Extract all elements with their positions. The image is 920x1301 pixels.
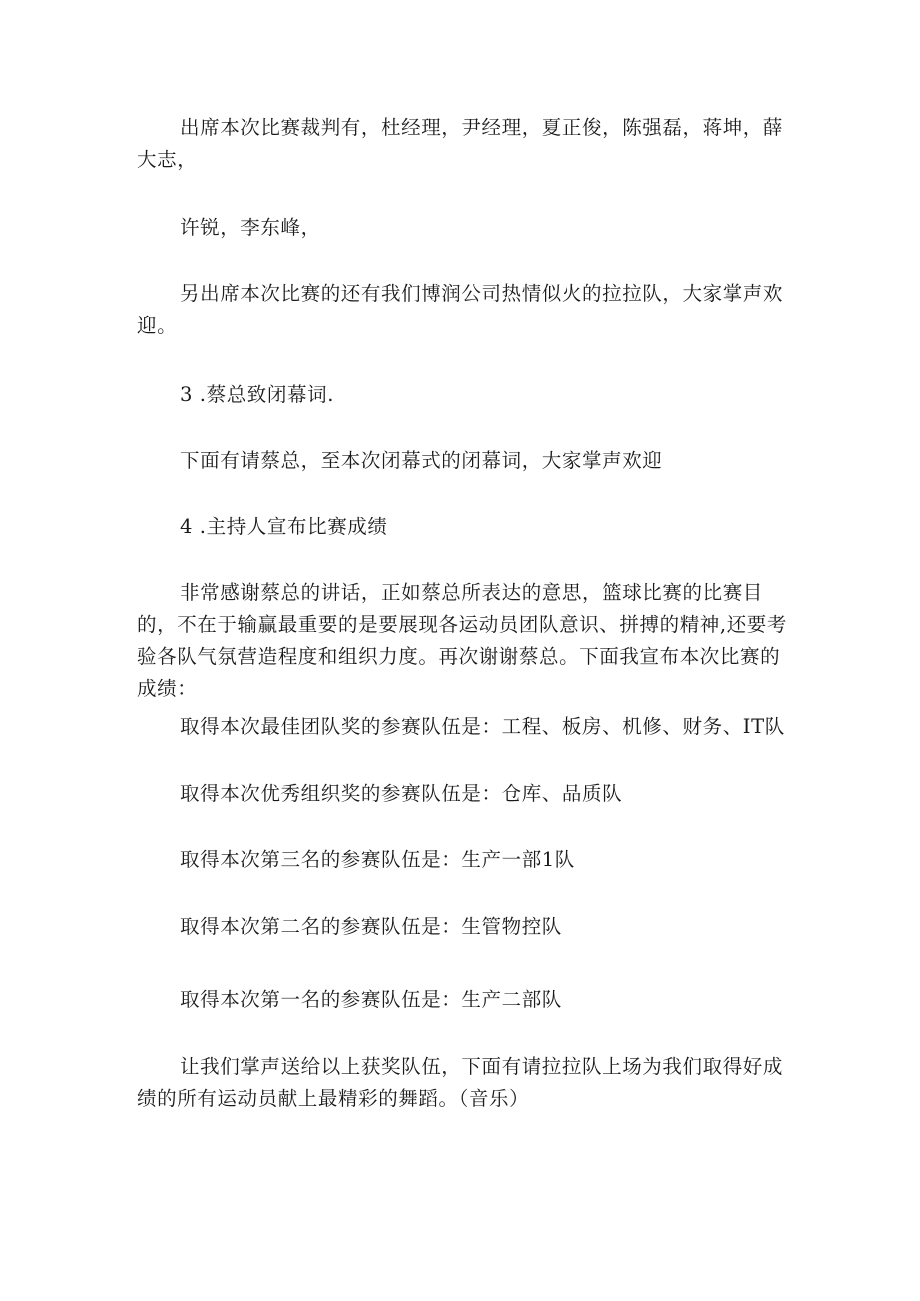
paragraph-judges-continued <box>137 212 797 244</box>
paragraph-text: 另出席本次比赛的还有我们博润公司热情似火的拉拉队，大家掌声欢迎。 <box>137 282 784 337</box>
award-text: 取得本次第三名的参赛队伍是：生产一部1队 <box>180 848 575 871</box>
section-heading-4 <box>137 511 797 543</box>
award-second-place <box>137 911 797 943</box>
section-heading-3 <box>137 379 797 411</box>
award-first-place <box>137 984 797 1016</box>
paragraph-text: 许锐，李东峰， <box>180 216 321 239</box>
heading-text: 3 .蔡总致闭幕词. <box>180 383 335 406</box>
award-third-place <box>137 844 797 876</box>
paragraph-thanks <box>137 577 797 705</box>
paragraph-invite-speech <box>137 445 797 477</box>
award-organization <box>137 778 797 810</box>
award-text: 取得本次最佳团队奖的参赛队伍是：工程、板房、机修、财务、IT队 <box>180 715 785 738</box>
paragraph-judges <box>137 112 797 176</box>
paragraph-text: 非常感谢蔡总的讲话，正如蔡总所表达的意思，篮球比赛的比赛目的，不在于输赢最重要的是要展现各运动员团队意识、拼搏的精神,还要考验各队气氛营造程度和组织力度。再次谢谢蔡总。下面我宣布本次比赛的成绩： <box>137 581 787 700</box>
award-text: 取得本次优秀组织奖的参赛队伍是：仓库、品质队 <box>180 782 623 805</box>
award-best-team <box>137 711 797 743</box>
award-text: 取得本次第一名的参赛队伍是：生产二部队 <box>180 988 562 1011</box>
heading-text: 4 .主持人宣布比赛成绩 <box>180 515 388 538</box>
paragraph-text: 出席本次比赛裁判有，杜经理，尹经理，夏正俊，陈强磊，蒋坤，薛大志， <box>137 116 784 171</box>
paragraph-closing-dance <box>137 1051 797 1115</box>
paragraph-text: 下面有请蔡总，至本次闭幕式的闭幕词，大家掌声欢迎 <box>180 449 663 472</box>
paragraph-text: 让我们掌声送给以上获奖队伍，下面有请拉拉队上场为我们取得好成绩的所有运动员献上最精彩的舞蹈。（音乐） <box>137 1055 784 1110</box>
award-text: 取得本次第二名的参赛队伍是：生管物控队 <box>180 915 562 938</box>
paragraph-cheerleaders <box>137 278 797 342</box>
